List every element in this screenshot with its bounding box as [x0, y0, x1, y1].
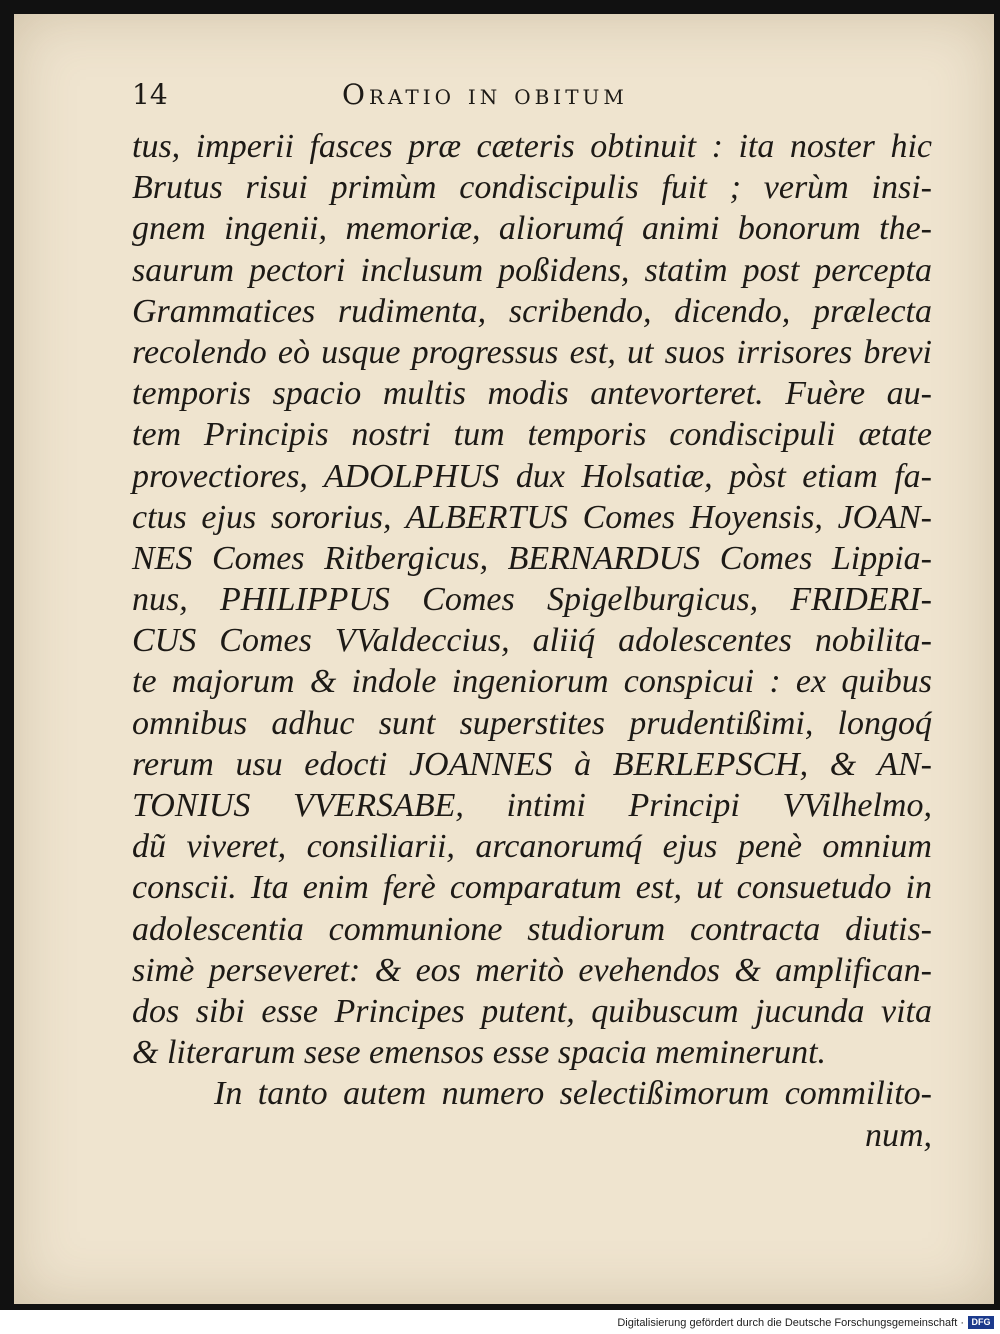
running-head: Oratio in obitum — [342, 78, 628, 111]
text-line: recolendo eò usque progressus est, ut suos irrisores brevi — [132, 333, 932, 371]
digitization-footer — [0, 1312, 1000, 1334]
text-line: saurum pectori inclusum poßidens, statim post percepta — [132, 251, 932, 289]
dfg-logo: DFG — [968, 1316, 994, 1329]
text-line: nus, PHILIPPUS Comes Spigelburgicus, FRIDERI- — [132, 581, 932, 619]
text-line: NES Comes Ritbergicus, BERNARDUS Comes Lippia- — [132, 539, 932, 577]
text-line: dos sibi esse Principes putent, quibuscum jucunda vita — [132, 992, 932, 1030]
text-line: ctus ejus sororius, ALBERTUS Comes Hoyensis, JOAN- — [132, 498, 932, 536]
text-line: tem Principis nostri tum temporis condiscipuli ætate — [132, 416, 932, 454]
text-line: adolescentia communione studiorum contracta diutis- — [132, 910, 932, 948]
text-line: & literarum sese emensos esse spacia meminerunt. — [132, 1034, 827, 1072]
text-line: tus, imperii fasces præ cæteris obtinuit : ita noster hic — [132, 128, 932, 165]
text-line: Brutus risui primùm condiscipulis fuit ; verùm insi- — [132, 169, 932, 207]
text-line: TONIUS VVERSABE, intimi Principi VVilhelmo, — [132, 787, 932, 824]
book-page — [14, 14, 994, 1304]
text-line: te majorum & indole ingeniorum conspicui : ex quibus — [132, 663, 932, 701]
text-line: gnem ingenii, memoriæ, aliorumq́ animi bonorum the- — [132, 210, 932, 248]
text-line: CUS Comes VValdeccius, aliiq́ adolescentes nobilita- — [132, 622, 932, 660]
text-line: Grammatices rudimenta, scribendo, dicendo, prælecta — [132, 292, 932, 330]
catchword: num, — [864, 1116, 932, 1154]
page-header — [132, 78, 932, 118]
paragraph-first-line: In tanto autem numero selectißimorum commilito- — [214, 1075, 932, 1113]
text-line: omnibus adhuc sunt superstites prudentißimi, longoq́ — [132, 704, 932, 742]
text-line: rerum usu edocti JOANNES à BERLEPSCH, & AN- — [132, 745, 932, 783]
funding-credit: Digitalisierung gefördert durch die Deutsche Forschungsgemeinschaft · — [617, 1317, 964, 1329]
page-number: 14 — [132, 78, 168, 111]
text-line: dũ viveret, consiliarii, arcanorumq́ ejus penè omnium — [132, 828, 932, 866]
text-line: temporis spacio multis modis antevorteret. Fuère au- — [132, 375, 932, 413]
text-line: conscii. Ita enim ferè comparatum est, ut consuetudo in — [132, 869, 932, 907]
body-text — [132, 126, 932, 1156]
text-line: provectiores, ADOLPHUS dux Holsatiæ, pòst etiam fa- — [132, 457, 932, 495]
text-line: simè perseveret: & eos meritò evehendos & amplifican- — [132, 951, 932, 989]
